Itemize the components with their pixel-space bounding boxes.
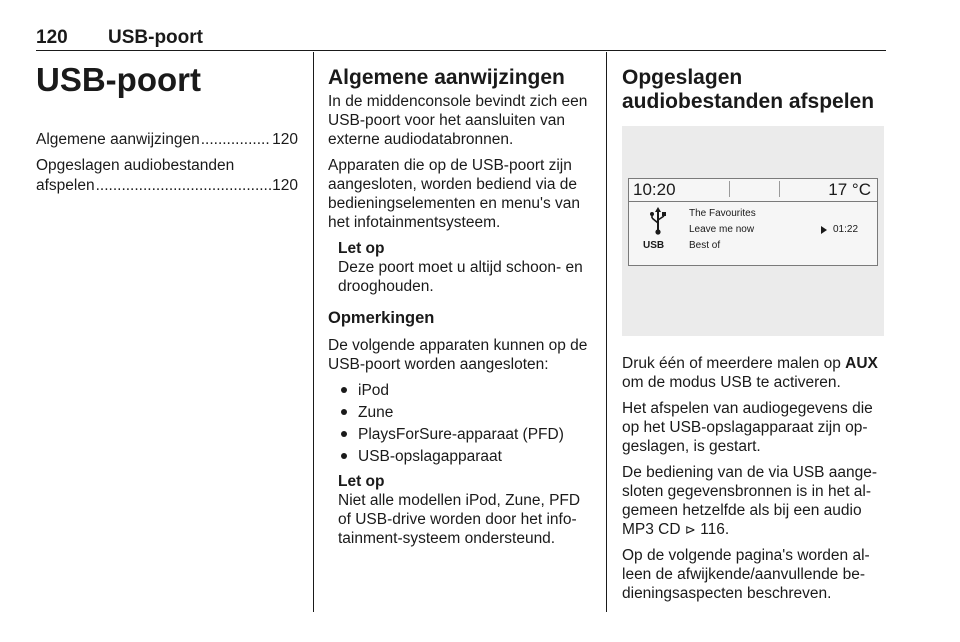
text-segment: om de modus USB te activeren.	[622, 374, 841, 391]
toc-leader-dots	[96, 176, 272, 196]
column-playback	[622, 60, 886, 610]
toc-entry-page: 120	[272, 131, 298, 148]
display-illustration	[622, 126, 884, 336]
toc-entry-text: Algemene aanwijzingen	[36, 131, 200, 148]
device-list	[328, 381, 592, 466]
source-label: USB	[643, 240, 665, 251]
section-title-general: Algemene aanwijzingen	[328, 66, 565, 89]
list-item: iPod	[328, 381, 592, 400]
running-title: USB-poort	[108, 27, 203, 48]
playback-time-value: 01:22	[833, 224, 859, 235]
column-toc	[36, 60, 298, 202]
note-box	[338, 472, 592, 548]
header-rule	[36, 50, 886, 51]
note-label: Let op	[338, 473, 385, 490]
list-item: PlaysForSure-apparaat (PFD)	[328, 425, 592, 444]
display-status-bar	[629, 179, 877, 202]
column-divider-2	[606, 52, 607, 612]
toc-entry-general[interactable]	[36, 130, 298, 150]
page-reference-arrow-icon: ⊳	[684, 522, 696, 537]
paragraph: Het afspelen van audiogegevens die op het USB-opslagapparaat zijn op-geslagen, is gestart.	[622, 400, 873, 455]
note-box	[338, 239, 592, 296]
usb-icon	[649, 207, 667, 235]
toc-entry-page: 120	[272, 177, 298, 194]
note-text: Deze poort moet u altijd schoon- en drooghouden.	[338, 259, 583, 295]
infotainment-display	[628, 178, 878, 266]
toc-entry-text-line1: Opgeslagen audiobestanden	[36, 157, 235, 174]
page-header	[36, 26, 886, 50]
toc-entry-playback[interactable]	[36, 156, 298, 196]
paragraph: Op de volgende pagina's worden al-leen de afwijkende/aanvullende be-dieningsaspecten beschreven.	[622, 547, 870, 602]
status-divider	[779, 181, 780, 197]
column-general	[328, 60, 592, 556]
playback-time	[821, 224, 858, 236]
paragraph	[622, 354, 886, 392]
status-divider	[729, 181, 730, 197]
track-item: Leave me now	[689, 224, 755, 235]
paragraph: Apparaten die op de USB-poort zijn aangesloten, worden bediend via de bedieningselementen en menu's van het infotainmentsysteem.	[328, 157, 580, 231]
page-number: 120	[36, 27, 68, 48]
aux-button-label: AUX	[845, 355, 878, 372]
paragraph	[622, 463, 886, 539]
section-title-playback: Opgeslagen audiobestanden afspelen	[622, 66, 875, 113]
toc-entry-text-line2: afspelen	[36, 177, 95, 194]
page-reference-link[interactable]: 116.	[700, 521, 730, 538]
text-segment: De bediening van de via USB aange-sloten gegevensbronnen is in het al-gemeen hetzelfde als bij een audio MP3 CD	[622, 464, 878, 538]
note-text: Niet alle modellen iPod, Zune, PFD of USB-drive worden door het info-tainment-systeem ondersteund.	[338, 492, 581, 547]
note-label: Let op	[338, 240, 385, 257]
chapter-title: USB-poort	[36, 61, 201, 98]
section-title-remarks: Opmerkingen	[328, 309, 435, 327]
column-divider-1	[313, 52, 314, 612]
play-icon	[821, 226, 827, 234]
paragraph: In de middenconsole bevindt zich een USB-poort voor het aansluiten van externe audiodatabronnen.	[328, 93, 588, 148]
list-item: USB-opslagapparaat	[328, 447, 592, 466]
paragraph: De volgende apparaten kunnen op de USB-poort worden aangesloten:	[328, 337, 588, 373]
list-item: Zune	[328, 403, 592, 422]
display-temperature: 17 °C	[828, 180, 871, 199]
toc-leader-dots	[201, 130, 271, 150]
track-item: Best of	[689, 240, 721, 251]
track-item: The Favourites	[689, 208, 756, 219]
display-clock: 10:20	[633, 180, 676, 199]
text-segment: Druk één of meerdere malen op	[622, 355, 841, 372]
